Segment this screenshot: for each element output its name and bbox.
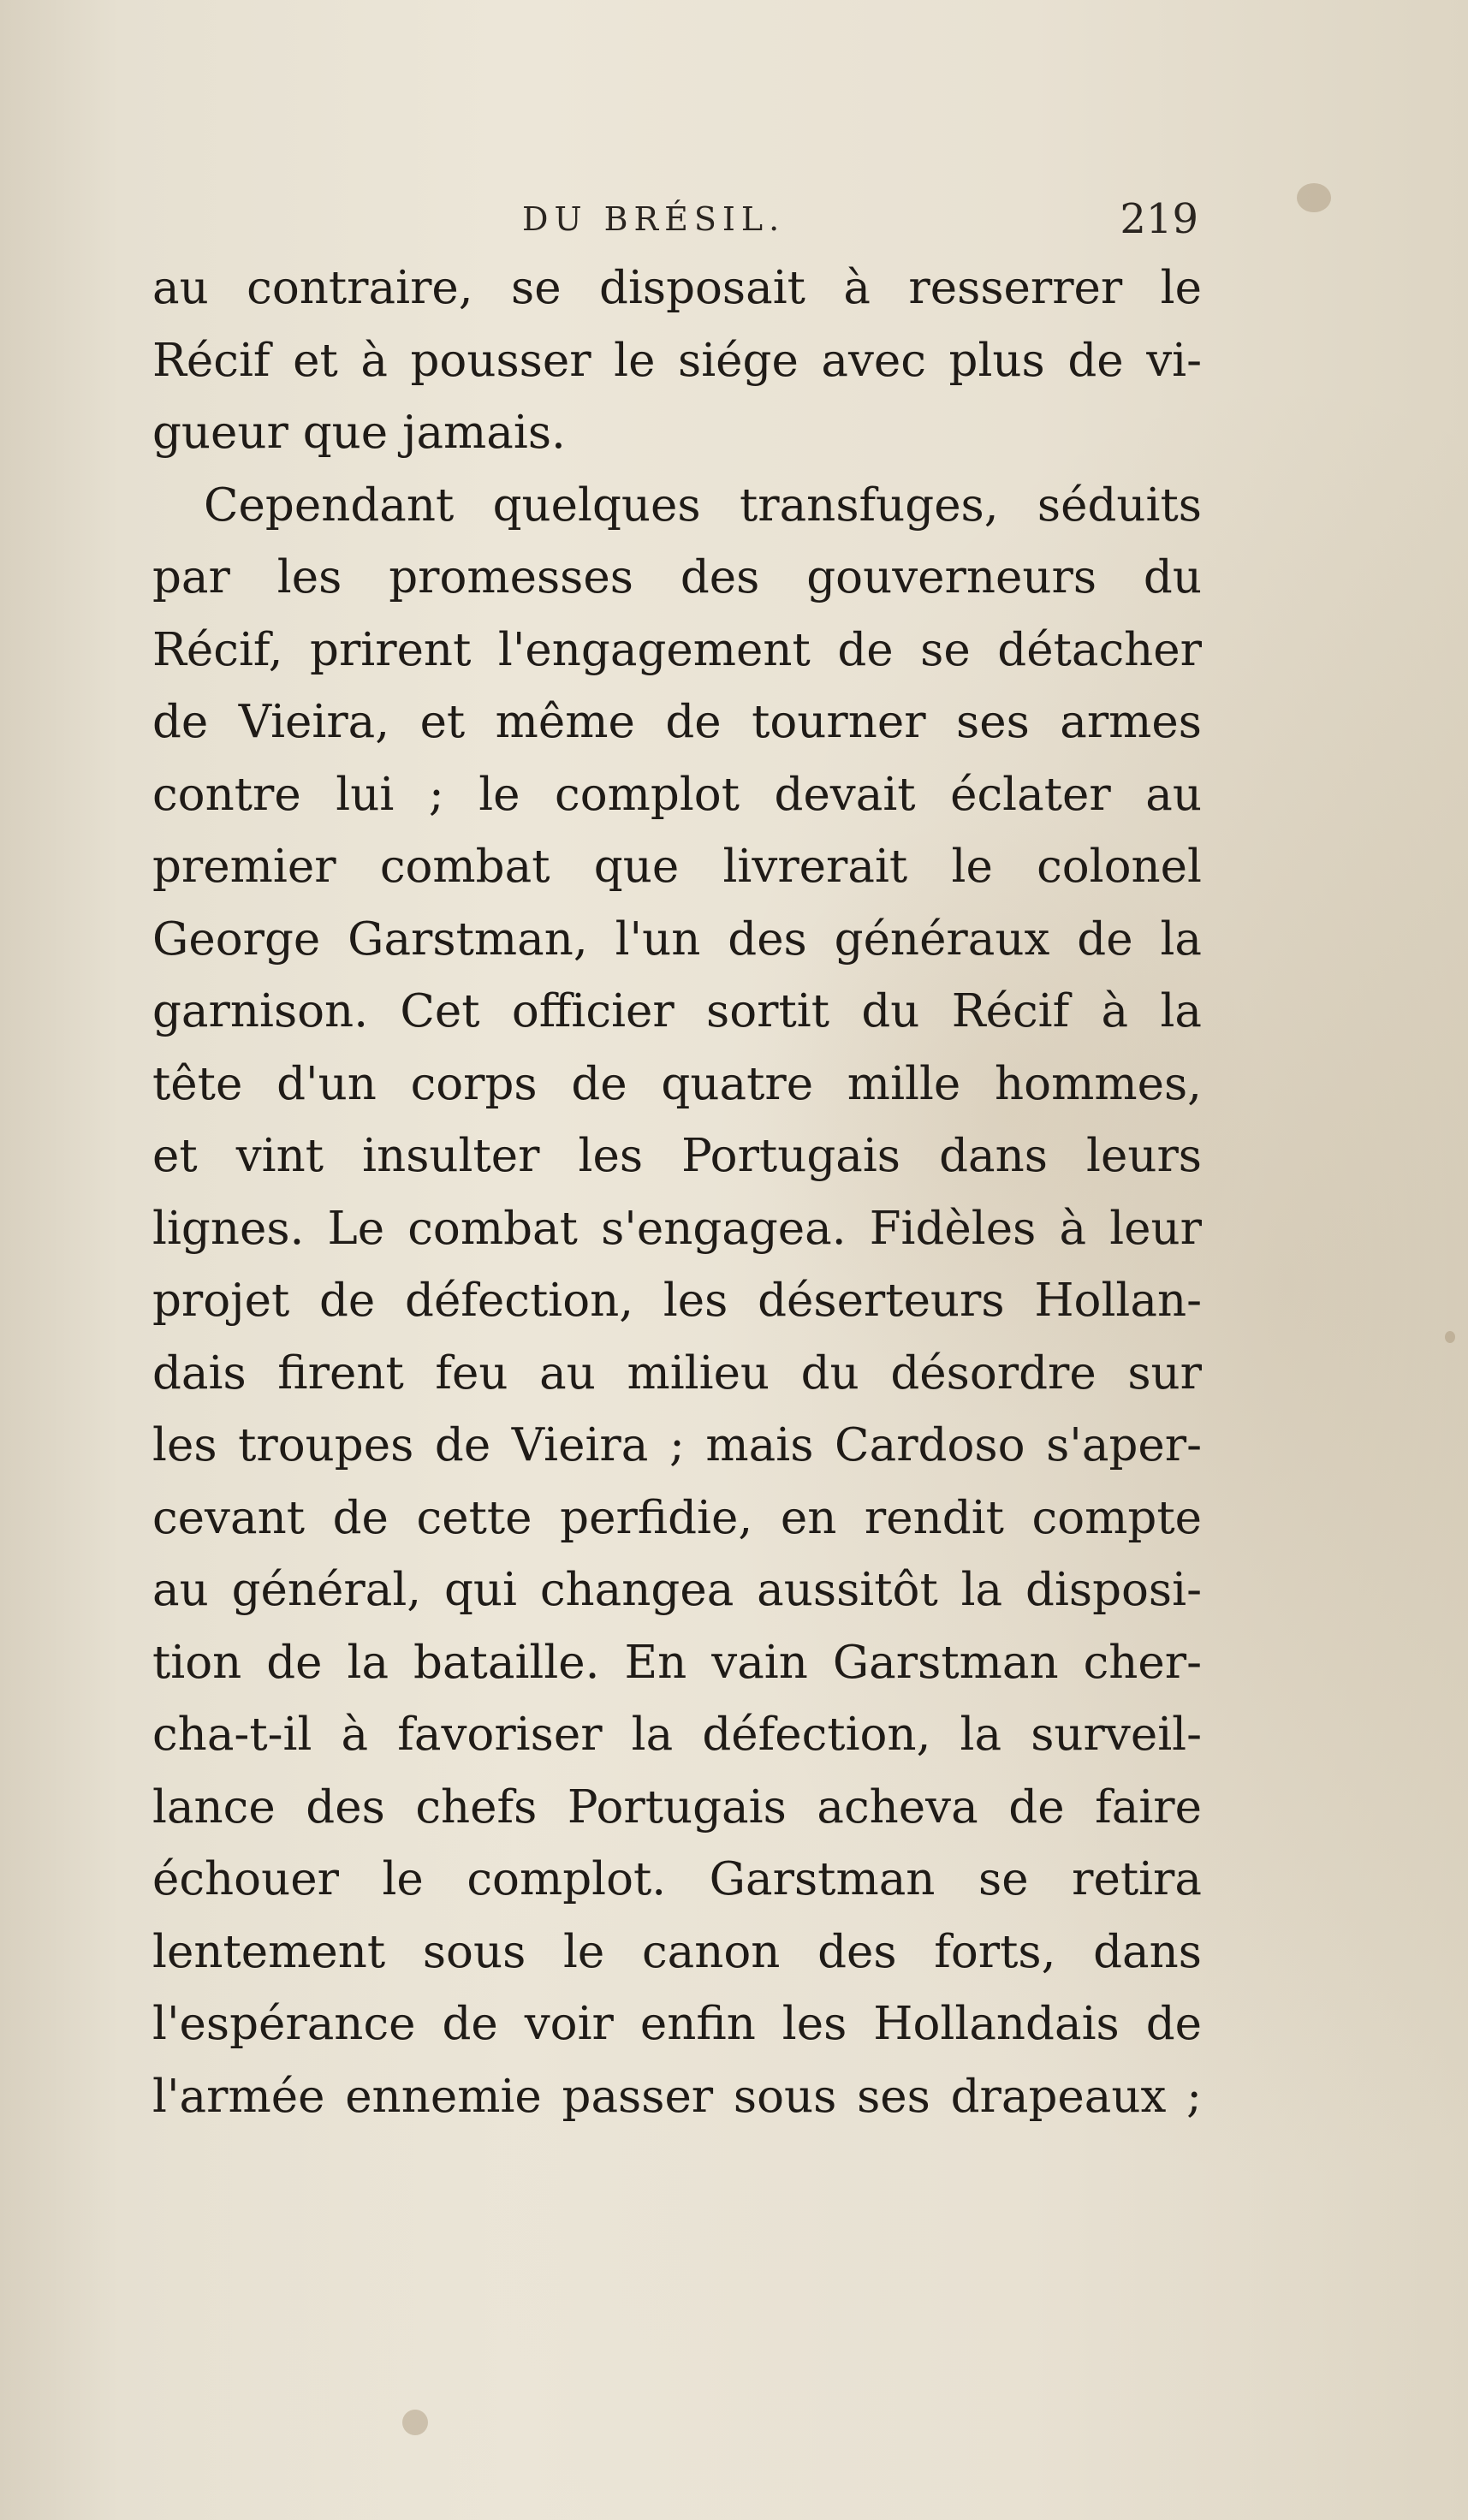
text-line: lentement sous le canon des forts, dans: [152, 1925, 1202, 1978]
page-header: [154, 190, 1198, 250]
text-line: de Vieira, et même de tourner ses armes: [152, 696, 1202, 748]
text-line: cevant de cette perfidie, en rendit compte: [152, 1491, 1202, 1544]
paper-stain: [402, 2410, 428, 2435]
text-line: au général, qui changea aussitôt la disposi-: [152, 1564, 1202, 1616]
page-number: 219: [1120, 195, 1198, 243]
text-line: Récif, prirent l'engagement de se détacher: [152, 623, 1202, 676]
text-line: et vint insulter les Portugais dans leurs: [152, 1130, 1202, 1182]
text-line: lignes. Le combat s'engagea. Fidèles à leur: [152, 1202, 1202, 1255]
running-title: DU BRÉSIL.: [522, 200, 786, 238]
paper-stain: [1297, 183, 1331, 212]
body-text: [152, 253, 1202, 2133]
text-line: Récif et à pousser le siége avec plus de vi-: [152, 334, 1202, 387]
text-line: George Garstman, l'un des généraux de la: [152, 912, 1202, 966]
text-line: projet de défection, les déserteurs Hollan-: [152, 1275, 1202, 1327]
text-line: au contraire, se disposait à resserrer le: [152, 262, 1202, 314]
text-line: contre lui ; le complot devait éclater au: [152, 768, 1202, 821]
text-line: premier combat que livrerait le colonel: [152, 841, 1202, 893]
text-line: gueur que jamais.: [152, 407, 566, 459]
text-line: garnison. Cet officier sortit du Récif à la: [152, 985, 1202, 1037]
text-line: échouer le complot. Garstman se retira: [152, 1853, 1202, 1905]
text-line: lance des chefs Portugais acheva de faire: [152, 1780, 1202, 1834]
text-line: l'espérance de voir enfin les Hollandais de: [152, 1998, 1202, 2050]
text-line: cha-t-il à favoriser la défection, la surveil-: [152, 1709, 1202, 1761]
text-line: tête d'un corps de quatre mille hommes,: [152, 1057, 1202, 1110]
text-line: l'armée ennemie passer sous ses drapeaux ;: [152, 2070, 1202, 2123]
text-line: Cependant quelques transfuges, séduits: [204, 478, 1202, 532]
text-line: les troupes de Vieira ; mais Cardoso s'aper-: [152, 1419, 1202, 1471]
text-line: tion de la bataille. En vain Garstman cher-: [152, 1636, 1202, 1689]
text-line: par les promesses des gouverneurs du: [152, 551, 1202, 603]
text-line: dais firent feu au milieu du désordre sur: [152, 1346, 1202, 1400]
paper-stain: [1445, 1331, 1455, 1343]
